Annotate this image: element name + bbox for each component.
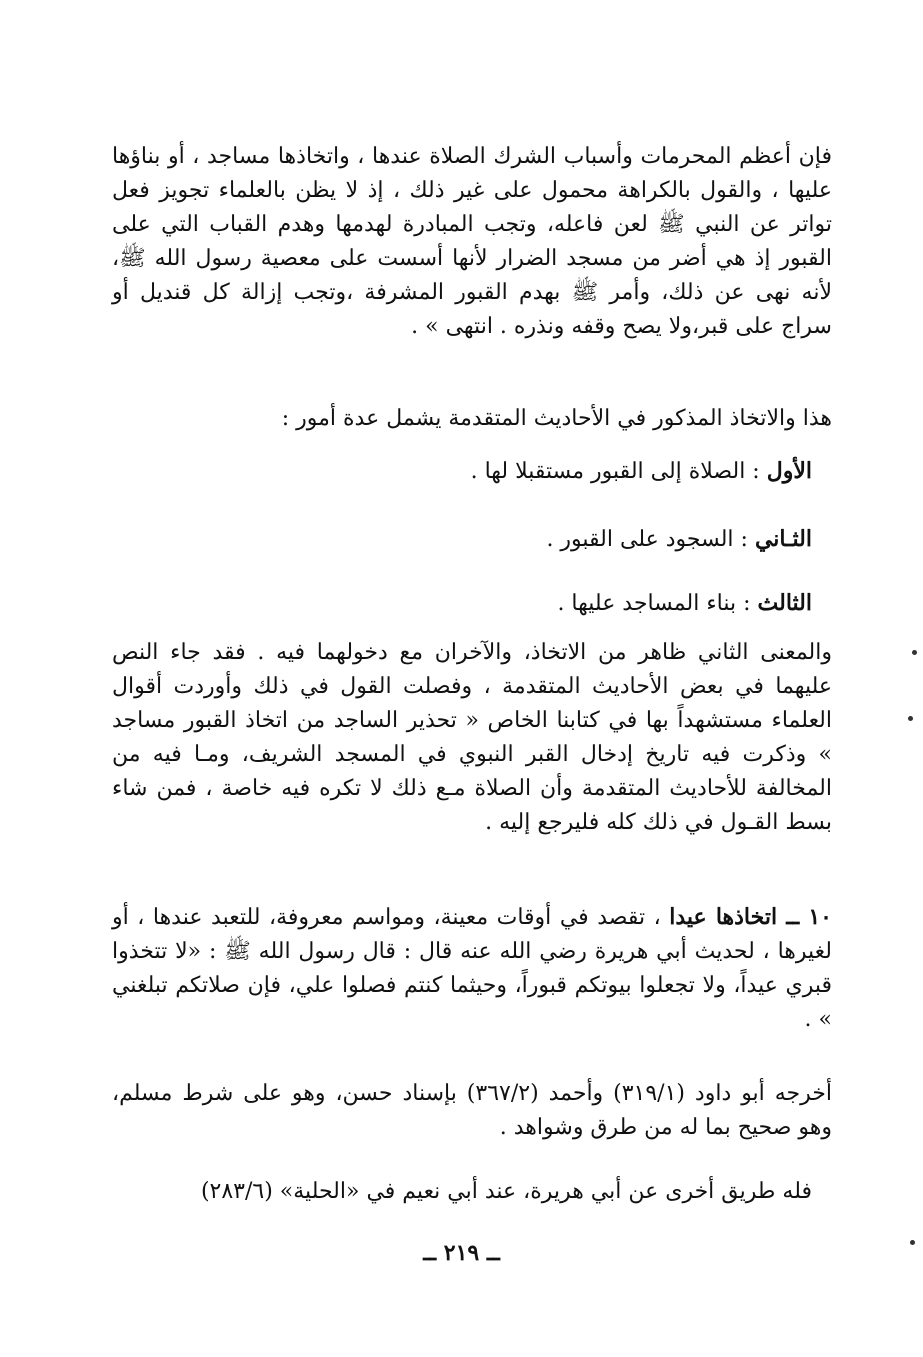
list-item-second	[112, 526, 812, 552]
paragraph-takhrij: أخرجه أبو داود (٣١٩/١) وأحمد (٣٦٧/٢) بإسناد حسن، وهو على شرط مسلم، وهو صحيح بما له من طرق وشواهد .	[112, 1081, 832, 1140]
scan-speck	[910, 1240, 915, 1245]
list-item-text: : السجود على القبور .	[546, 527, 755, 552]
paragraph-other-route: فله طريق أخرى عن أبي هريرة، عند أبي نعيم في «الحلية» (٢٨٣/٦)	[200, 1179, 812, 1204]
paragraph-point-ten	[112, 900, 832, 1037]
list-item-third	[112, 590, 812, 616]
list-item-text: : الصلاة إلى القبور مستقبلا لها .	[470, 459, 767, 484]
page-number: ــ ٢١٩ ــ	[423, 1240, 500, 1266]
point-ten-heading: ١٠ ــ اتخاذها عيدا	[669, 904, 832, 930]
scan-speck	[912, 650, 917, 655]
paragraph-intro: فإن أعظم المحرمات وأسباب الشرك الصلاة عندها ، واتخاذها مساجد ، أو بناؤها عليها ، والقول بالكراهة محمول على غير ذلك ، إذ لا يظن بالعلماء تجويز فعل تواتر عن النبي ﷺ لعن فاعله، وتجب المبادرة لهدمها وهدم القباب التي على القبور إذ هي أضر من مسجد الضرار لأنها أسست على معصية رسول الله ﷺ، لأنه نهى عن ذلك، وأمر ﷺ بهدم القبور المشرفة ،وتجب إزالة كل قنديل أو سراج على قبر،ولا يصح وقفه ونذره . انتهى » .	[112, 144, 832, 339]
point-ten-body: ، تقصد في أوقات معينة، ومواسم معروفة، للتعبد عندها ، أو لغيرها ، لحديث أبي هريرة رضي الله عنه قال : قال رسول الله ﷺ : «لا تتخذوا قبري عيداً، ولا تجعلوا بيوتكم قبوراً، وحيثما كنتم فصلوا علي، فإن صلاتكم تبلغني » .	[112, 905, 832, 1032]
list-item-label: الثالث	[757, 590, 812, 616]
list-item-label: الأول	[766, 458, 812, 484]
paragraph-matters: هذا والاتخاذ المذكور في الأحاديث المتقدمة يشمل عدة أمور :	[281, 406, 832, 431]
scan-speck	[908, 716, 913, 721]
list-item-first	[112, 458, 812, 484]
list-item-text: : بناء المساجد عليها .	[557, 591, 758, 616]
list-item-label: الثـاني	[754, 526, 812, 552]
paragraph-meaning: والمعنى الثاني ظاهر من الاتخاذ، والآخران مع دخولهما فيه . فقد جاء النص عليهما في بعض الأحاديث المتقدمة ، وفصلت القول في ذلك وأوردت أقوال العلماء مستشهداً بها في كتابنا الخاص « تحذير الساجد من اتخاذ القبور مساجد » وذكرت فيه تاريخ إدخال القبر النبوي في المسجد الشريف، ومـا فيه من المخالفة للأحاديث المتقدمة وأن الصلاة مـع ذلك لا تكره فيه خاصة ، فمن شاء بسط القـول في ذلك كله فليرجع إليه .	[112, 640, 832, 835]
